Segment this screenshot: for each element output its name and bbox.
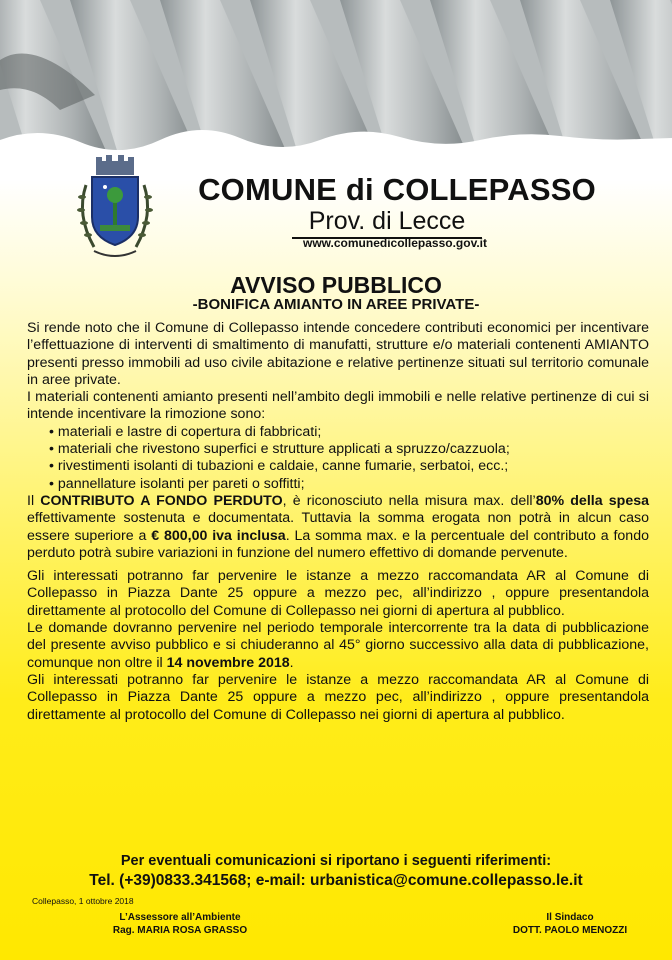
assessor-role: L’Assessore all’Ambiente [119,912,241,923]
percentage-value: 80% della spesa [535,492,649,509]
assessor-signature [60,911,300,937]
materials-list [27,424,649,493]
list-item: • pannellature isolanti per pareti o soffitti; [49,476,649,493]
header [0,150,672,270]
text-run: , è riconosciuto nella misura max. dell’ [282,492,536,509]
contribution-paragraph [27,493,649,562]
text-run: effettivamente sostenuta e documentata. Tuttavia la somma erogata non potrà in alcun caso essere superiore a [27,510,649,544]
province-label: Prov. di Lecce [292,207,482,239]
deadline-paragraph [27,620,649,672]
materials-paragraph: I materiali contenenti amianto presenti nell’ambito degli immobili e nelle relative pertinenze di cui si intende incentivare la rimozione sono: [27,389,649,423]
notice-body [27,320,649,724]
deadline-date: 14 novembre 2018 [166,654,290,671]
notice-title: AVVISO PUBBLICO [230,272,442,298]
mayor-role: Il Sindaco [546,912,594,923]
coat-of-arms-icon [72,155,158,265]
contacts-phone-email[interactable]: Tel. (+39)0833.341568; e-mail: urbanistica@comune.collepasso.le.it [89,872,583,889]
website-link[interactable]: www.comunedicollepasso.gov.it [302,236,488,250]
municipality-title: COMUNE di COLLEPASSO [198,172,596,207]
submission-paragraph: Gli interessati potranno far pervenire le istanze a mezzo raccomandata AR al Comune di Collepasso in Piazza Dante 25 oppure a mezzo pec, all’indirizzo , oppure presentandola direttamente al protocollo del Comune di Collepasso nei giorni di apertura al pubblico. [27,568,649,619]
contacts-block [0,852,672,890]
text-run: Le domande dovranno pervenire nel periodo temporale intercorrente tra la data di pubblicazione del presente avviso pubblico e si chiuderanno al 45° giorno successivo alla data di pubblicazione, comunque non oltre il [27,620,649,671]
contacts-intro: Per eventuali comunicazioni si riportano i seguenti riferimenti: [120,853,552,869]
list-item: • materiali e lastre di copertura di fabbricati; [49,424,649,441]
list-item: • materiali che rivestono superfici e strutture applicati a spruzzo/cazzuola; [49,441,649,458]
mayor-signature [470,911,670,937]
intro-paragraph: Si rende noto che il Comune di Collepasso intende concedere contributi economici per incentivare l’effettuazione di interventi di smaltimento di manufatti, strutture e/o materiali contenenti AMIANTO presenti presso immobili ad uso civile abitazione e relative pertinenze situati sul territorio comunale in aree private. [27,320,649,388]
contribution-label: CONTRIBUTO A FONDO PERDUTO [40,492,283,509]
notice-subtitle: -BONIFICA AMIANTO IN AREE PRIVATE- [192,296,480,313]
text-run: . La somma max. e la percentuale del contributo a fondo perduto potrà subire variazioni in funzione del numero effettivo di domande pervenute. [27,527,649,561]
text-run: . [289,654,294,671]
roof-photo [0,0,672,160]
assessor-name: Rag. MARIA ROSA GRASSO [112,925,248,936]
document-date: Collepasso, 1 ottobre 2018 [32,896,134,906]
list-item: • rivestimenti isolanti di tubazioni e caldaie, canne fumarie, serbatoi, ecc.; [49,458,649,475]
max-amount-value: € 800,00 iva inclusa [151,527,286,544]
mayor-name: DOTT. PAOLO MENOZZI [512,925,628,936]
text-run: Il [27,492,41,509]
submission-paragraph-repeat: Gli interessati potranno far pervenire le istanze a mezzo raccomandata AR al Comune di Collepasso in Piazza Dante 25 oppure a mezzo pec, all’indirizzo , oppure presentandola direttamente al protocollo del Comune di Collepasso nei giorni di apertura al pubblico. [27,671,649,723]
